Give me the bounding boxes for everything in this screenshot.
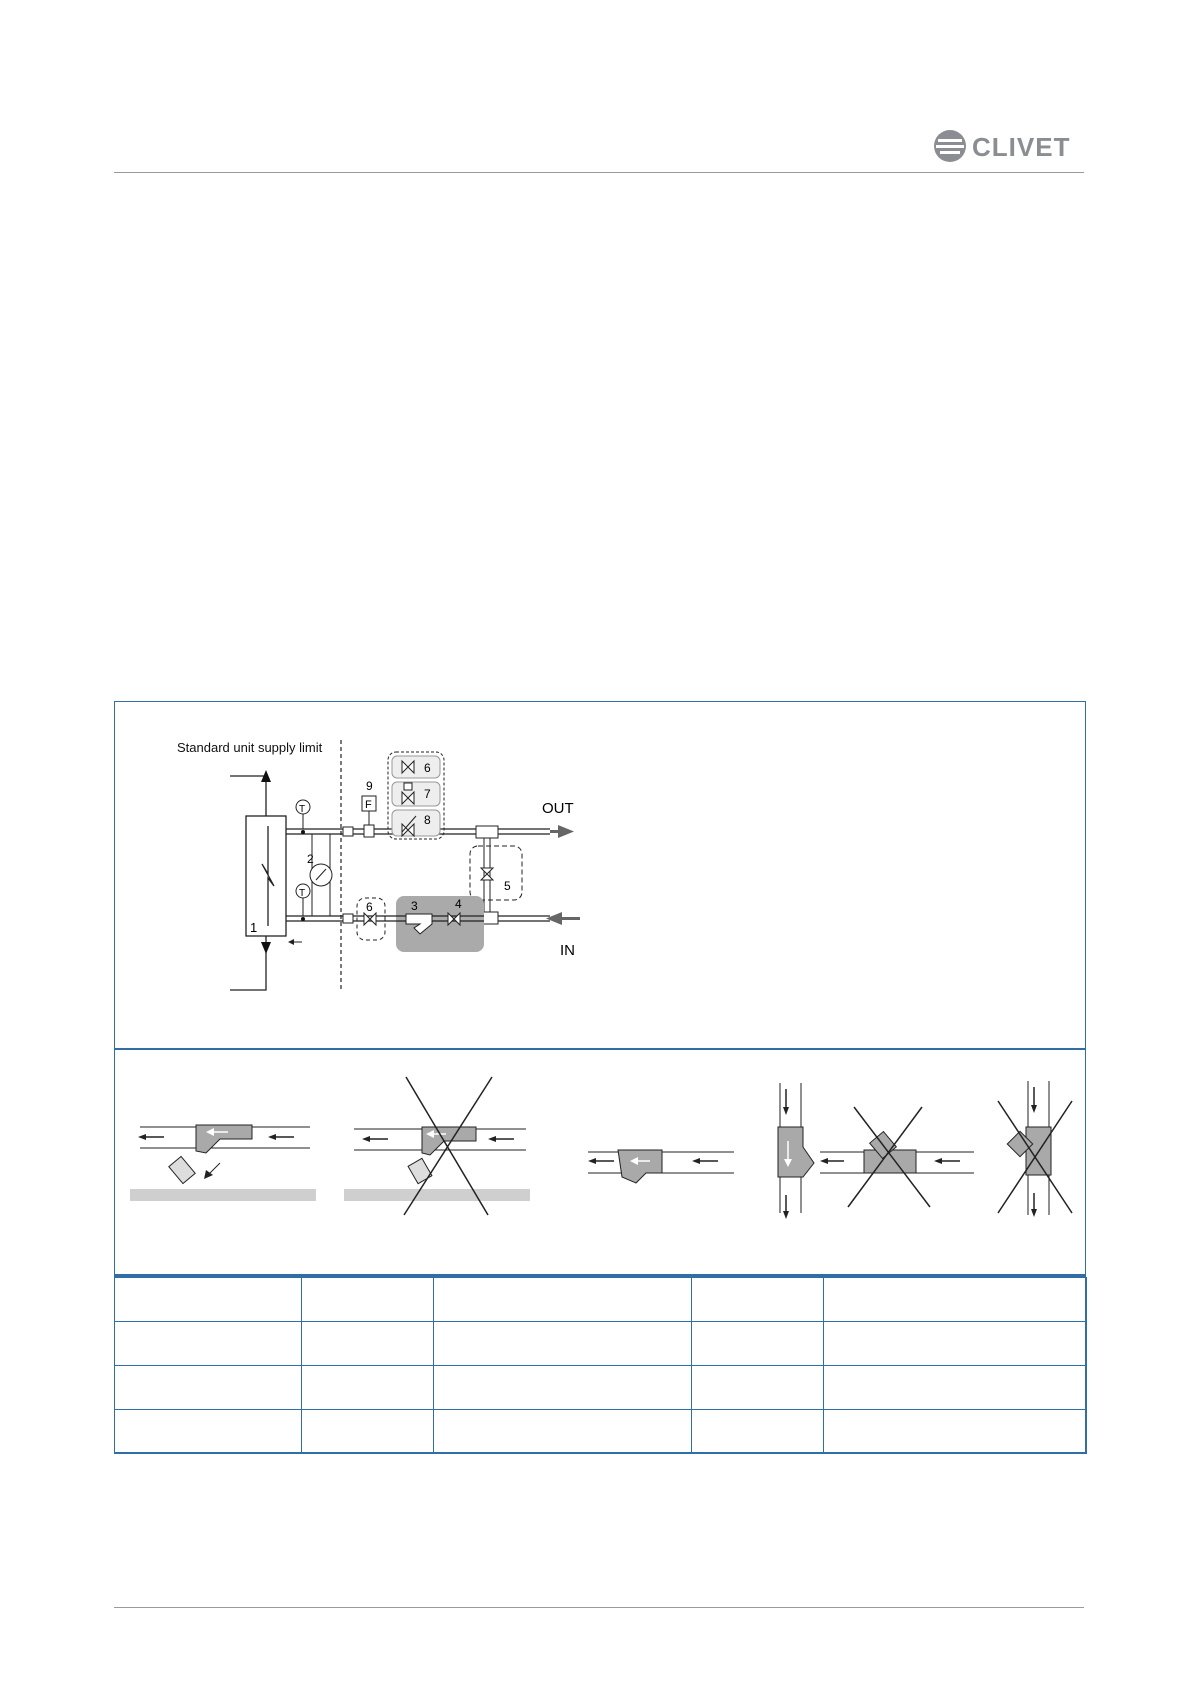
table-cell [115,1410,302,1454]
svg-text:4: 4 [455,897,462,911]
svg-text:9: 9 [366,779,373,793]
filter-installation-examples [114,1055,1086,1275]
header-rule [114,172,1084,173]
table-cell [302,1366,434,1410]
data-table [114,1277,1087,1454]
clivet-logo [932,128,1087,164]
footer-rule [114,1607,1084,1608]
table-cell [692,1322,824,1366]
svg-text:1: 1 [250,920,258,935]
svg-text:T: T [299,888,306,899]
table-cell [824,1278,1087,1322]
table-cell [434,1322,692,1366]
table-row [115,1410,1087,1454]
logo-text: CLIVET [972,132,1071,162]
supply-limit-label: Standard unit supply limit [177,740,323,755]
table-cell [692,1410,824,1454]
svg-text:3: 3 [411,899,418,913]
table-cell [434,1366,692,1410]
valve-options [388,752,444,839]
table-cell [824,1322,1087,1366]
heat-exchanger [246,816,286,936]
table-cell [302,1410,434,1454]
table-row [115,1366,1087,1410]
install-example-correct-vertical [588,1083,814,1219]
out-label: OUT [542,800,574,817]
table-row [115,1278,1087,1322]
table-cell [302,1322,434,1366]
install-example-correct-horizontal [130,1125,316,1201]
table-cell [434,1410,692,1454]
table-cell [302,1278,434,1322]
svg-text:5: 5 [504,879,511,893]
install-example-incorrect-vertical [820,1081,1072,1217]
svg-text:8: 8 [424,813,431,827]
table-row [115,1322,1087,1366]
table-cell [824,1410,1087,1454]
svg-text:6: 6 [424,761,431,775]
svg-text:6: 6 [366,900,373,914]
table-cell [692,1278,824,1322]
table-cell [434,1278,692,1322]
table-cell [115,1278,302,1322]
table-cell [115,1366,302,1410]
svg-text:7: 7 [424,787,431,801]
table-cell [692,1366,824,1410]
table-cell [824,1366,1087,1410]
svg-text:2: 2 [307,852,314,866]
hydraulic-scheme [170,728,600,998]
figure-separator [114,1048,1086,1050]
install-example-incorrect-horizontal [344,1077,530,1215]
svg-text:T: T [299,804,306,815]
svg-text:F: F [365,799,372,811]
in-label: IN [560,942,575,959]
table-cell [115,1322,302,1366]
